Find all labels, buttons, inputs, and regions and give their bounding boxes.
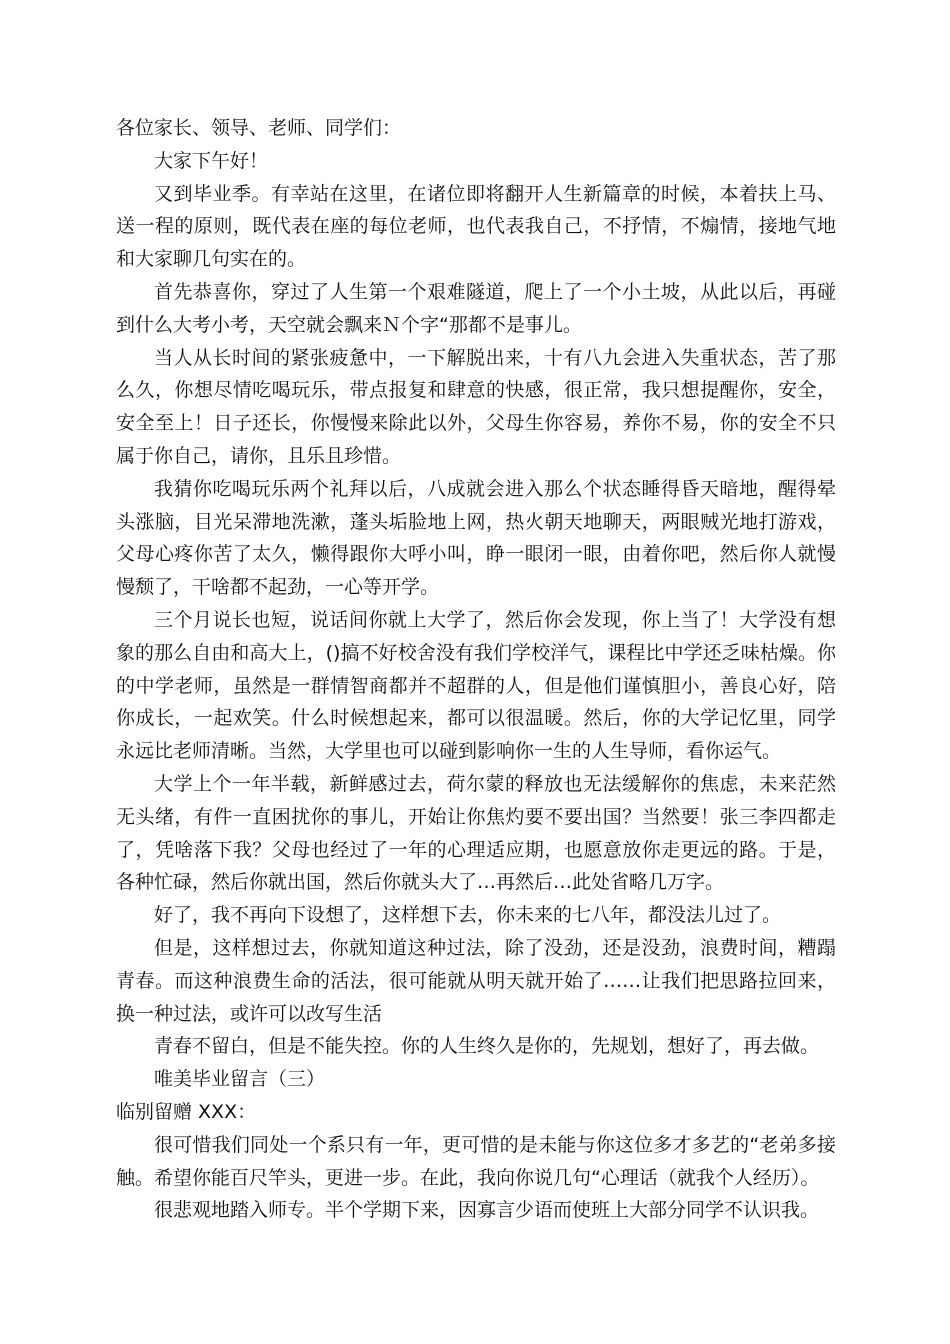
paragraph-7: 好了，我不再向下设想了，这样想下去，你未来的七八年，都没法儿过了。 <box>154 904 782 927</box>
paragraph-10: 很可惜我们同处一个系只有一年，更可惜的是未能与你这位多才多艺的“老弟多接触。希望你能百尺竿头，更进一步。在此，我向你说几句“心理话（就我个人经历）。 <box>116 1133 836 1189</box>
paragraph-3: 当人从长时间的紧张疲惫中，一下解脱出来，十有八九会进入失重状态，苦了那么久，你想尽情吃喝玩乐，带点报复和肆意的快感，很正常，我只想提醒你，安全，安全至上！日子还长，你慢慢来除此以外，父母生你容易，养你不易，你的安全不只属于你自己，请你，且乐且珍惜。 <box>116 346 836 467</box>
paragraph-8: 但是，这样想过去，你就知道这种过法，除了没劲，还是没劲，浪费时间，糟蹋青春。而这种浪费生命的活法，很可能就从明天就开始了……让我们把思路拉回来，换一种过法，或许可以改写生活 <box>116 936 836 1025</box>
document-page <box>116 112 836 1227</box>
paragraph-1: 又到毕业季。有幸站在这里，在诸位即将翻开人生新篇章的时候，本着扶上马、送一程的原则，既代表在座的每位老师，也代表我自己，不抒情，不煽情，接地气地和大家聊几句实在的。 <box>116 182 836 271</box>
paragraph-9: 青春不留白，但是不能失控。你的人生终久是你的，先规划，想好了，再去做。 <box>154 1035 820 1058</box>
section-heading: 唯美毕业留言（三） <box>154 1068 326 1091</box>
paragraph-11: 很悲观地踏入师专。半个学期下来，因寡言少语而使班上大部分同学不认识我。 <box>154 1199 820 1222</box>
salutation-2: 临别留赠 XXX： <box>116 1100 257 1123</box>
paragraph-2: 首先恭喜你，穿过了人生第一个艰难隧道，爬上了一个小土坡，从此以后，再碰到什么大考小考，天空就会飘来Ｎ个字“那都不是事儿。 <box>116 280 836 336</box>
paragraph-4: 我猜你吃喝玩乐两个礼拜以后，八成就会进入那么个状态睡得昏天暗地，醒得晕头涨脑，目光呆滞地洗漱，蓬头垢脸地上网，热火朝天地聊天，两眼贼光地打游戏，父母心疼你苦了太久，懒得跟你大呼小叫，睁一眼闭一眼，由着你吧，然后你人就慢慢颓了，干啥都不起劲，一心等开学。 <box>116 477 836 599</box>
paragraph-5: 三个月说长也短，说话间你就上大学了，然后你会发现，你上当了！大学没有想象的那么自由和高大上，()搞不好校舍没有我们学校洋气，课程比中学还乏味枯燥。你的中学老师，虽然是一群情智商都并不超群的人，但是他们谨慎胆小，善良心好，陪你成长，一起欢笑。什么时候想起来，都可以很温暖。然后，你的大学记忆里，同学永远比老师清晰。当然，大学里也可以碰到影响你一生的人生导师，看你运气。 <box>116 608 836 763</box>
paragraph-6: 大学上个一年半载，新鲜感过去，荷尔蒙的释放也无法缓解你的焦虑，未来茫然无头绪，有件一直困扰你的事儿，开始让你焦灼要不要出国？当然要！张三李四都走了，凭啥落下我？父母也经过了一年的心理适应期，也愿意放你走更远的路。于是，各种忙碌，然后你就出国，然后你就头大了…再然后…此处省略几万字。 <box>116 772 836 894</box>
greeting: 大家下午好！ <box>154 149 269 172</box>
salutation: 各位家长、领导、老师、同学们： <box>116 117 402 139</box>
